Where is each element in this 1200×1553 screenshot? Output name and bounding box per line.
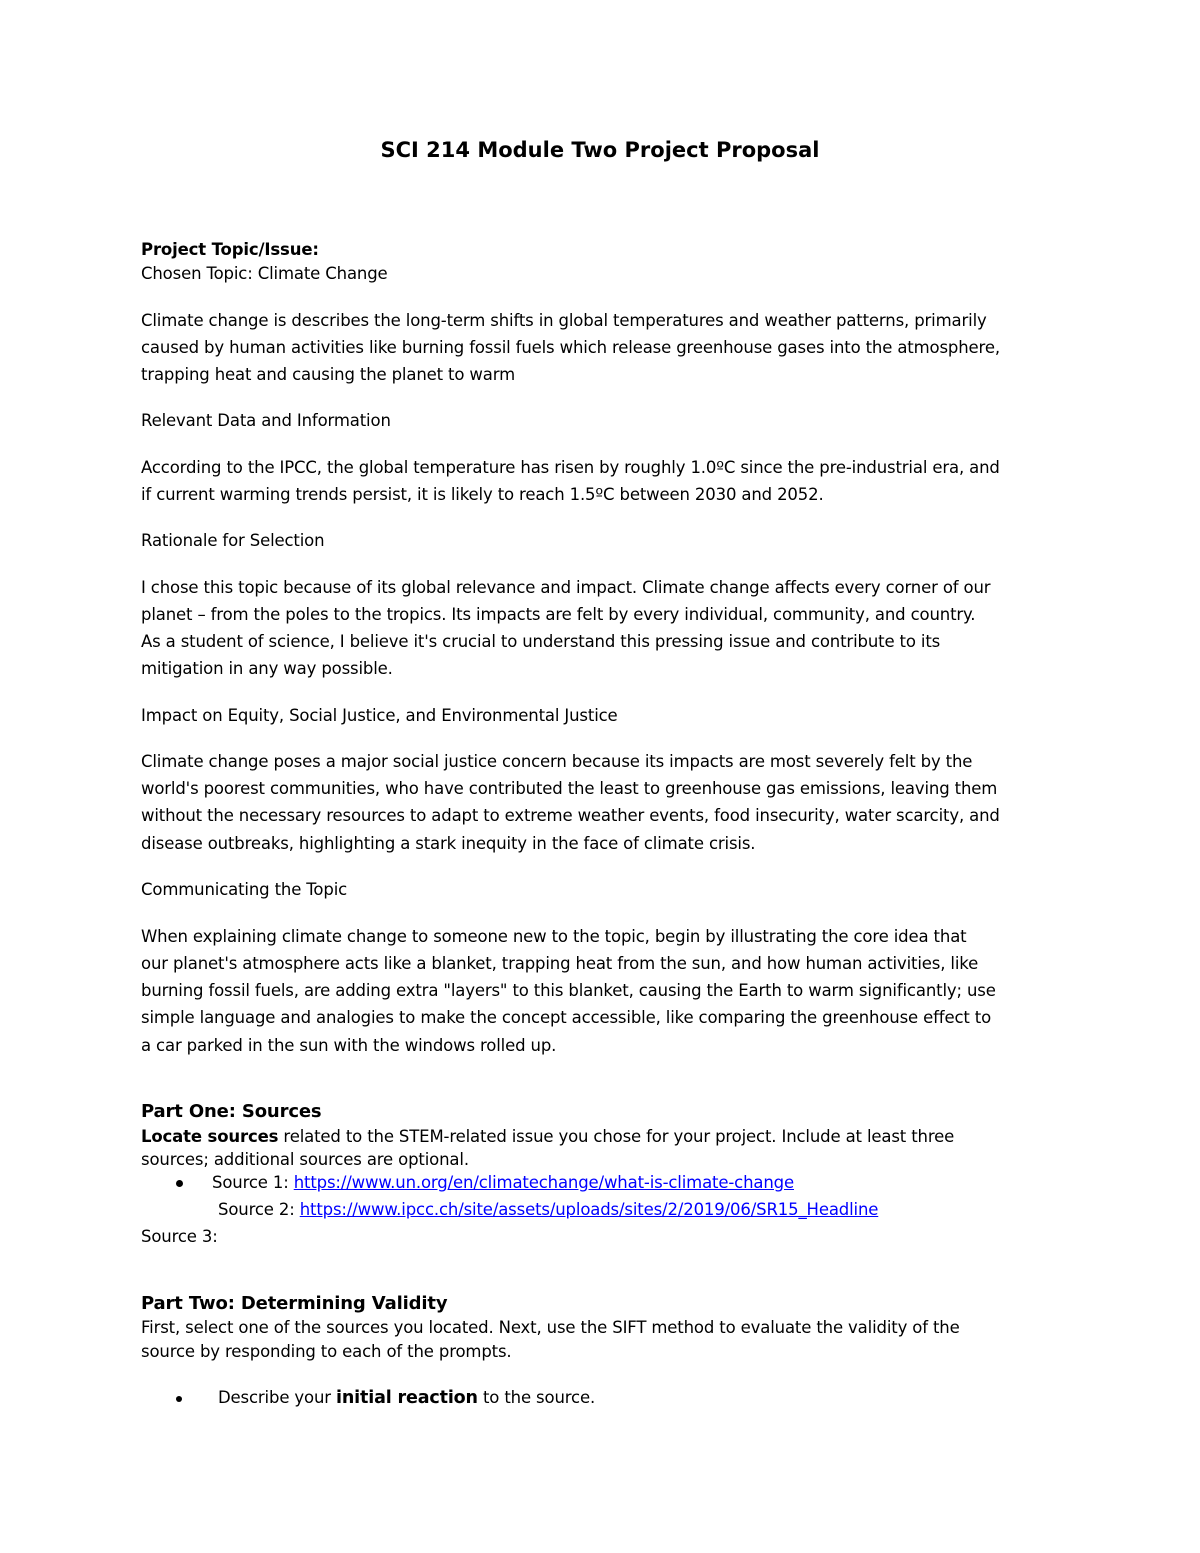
- source-2-label: Source 2:: [218, 1200, 300, 1219]
- rationale-line: planet – from the poles to the tropics. Its impacts are felt by every individual, community, and country.: [141, 605, 976, 624]
- communicating-line: burning fossil fuels, are adding extra "layers" to this blanket, causing the Earth to warm significantly; use: [141, 981, 996, 1000]
- part-one-instruction: [141, 1125, 954, 1149]
- source-2-link[interactable]: https://www.ipcc.ch/site/assets/uploads/sites/2/2019/06/SR15_Headline: [299, 1200, 879, 1219]
- source-1-item: [212, 1171, 794, 1195]
- equity-line: Climate change poses a major social justice concern because its impacts are most severely felt by the: [141, 752, 973, 771]
- part-two-line: source by responding to each of the prompts.: [141, 1342, 512, 1361]
- relevant-data-line: if current warming trends persist, it is likely to reach 1.5ºC between 2030 and 2052.: [141, 485, 824, 504]
- prompt-text-pre: Describe your: [218, 1388, 337, 1407]
- relevant-data-line: According to the IPCC, the global temperature has risen by roughly 1.0ºC since the pre-industrial era, and: [141, 458, 1000, 477]
- part-one-instruction-bold: Locate sources: [141, 1127, 279, 1146]
- relevant-data-heading: Relevant Data and Information: [141, 411, 391, 430]
- source-1-link[interactable]: https://www.un.org/en/climatechange/what-is-climate-change: [293, 1173, 794, 1192]
- communicating-line: simple language and analogies to make the concept accessible, like comparing the greenhouse effect to: [141, 1008, 992, 1027]
- rationale-line: mitigation in any way possible.: [141, 659, 393, 678]
- chosen-topic-line: Chosen Topic: Climate Change: [141, 264, 388, 283]
- part-one-heading: Part One: Sources: [141, 1101, 322, 1122]
- prompt-text-bold: initial reaction: [336, 1388, 478, 1408]
- part-one-instruction-line2: sources; additional sources are optional.: [141, 1150, 469, 1169]
- equity-line: world's poorest communities, who have contributed the least to greenhouse gas emissions, leaving them: [141, 779, 998, 798]
- initial-reaction-prompt: [218, 1386, 595, 1410]
- part-two-line: First, select one of the sources you located. Next, use the SIFT method to evaluate the validity of the: [141, 1318, 960, 1337]
- equity-line: disease outbreaks, highlighting a stark inequity in the face of climate crisis.: [141, 834, 756, 853]
- topic-description-line: caused by human activities like burning fossil fuels which release greenhouse gases into the atmosphere,: [141, 338, 1000, 357]
- page-title: SCI 214 Module Two Project Proposal: [380, 138, 820, 162]
- rationale-line: I chose this topic because of its global relevance and impact. Climate change affects every corner of our: [141, 578, 991, 597]
- topic-description-line: trapping heat and causing the planet to warm: [141, 365, 515, 384]
- source-1-label: Source 1:: [212, 1173, 294, 1192]
- communicating-heading: Communicating the Topic: [141, 880, 348, 899]
- bullet-icon: [176, 1180, 183, 1187]
- topic-description-line: Climate change is describes the long-term shifts in global temperatures and weather patterns, primarily: [141, 311, 987, 330]
- communicating-line: When explaining climate change to someone new to the topic, begin by illustrating the core idea that: [141, 927, 967, 946]
- part-one-instruction-rest: related to the STEM-related issue you chose for your project. Include at least three: [278, 1127, 955, 1146]
- source-3-label: Source 3:: [141, 1227, 218, 1246]
- communicating-line: a car parked in the sun with the windows rolled up.: [141, 1036, 557, 1055]
- prompt-text-post: to the source.: [477, 1388, 596, 1407]
- equity-line: without the necessary resources to adapt to extreme weather events, food insecurity, water scarcity, and: [141, 806, 1000, 825]
- rationale-heading: Rationale for Selection: [141, 531, 325, 550]
- part-two-heading: Part Two: Determining Validity: [141, 1293, 448, 1314]
- equity-heading: Impact on Equity, Social Justice, and Environmental Justice: [141, 706, 618, 725]
- source-2-item: [218, 1198, 878, 1222]
- communicating-line: our planet's atmosphere acts like a blanket, trapping heat from the sun, and how human activities, like: [141, 954, 979, 973]
- bullet-icon: [176, 1396, 182, 1402]
- rationale-line: As a student of science, I believe it's crucial to understand this pressing issue and contribute to its: [141, 632, 941, 651]
- project-topic-heading: Project Topic/Issue:: [141, 240, 319, 259]
